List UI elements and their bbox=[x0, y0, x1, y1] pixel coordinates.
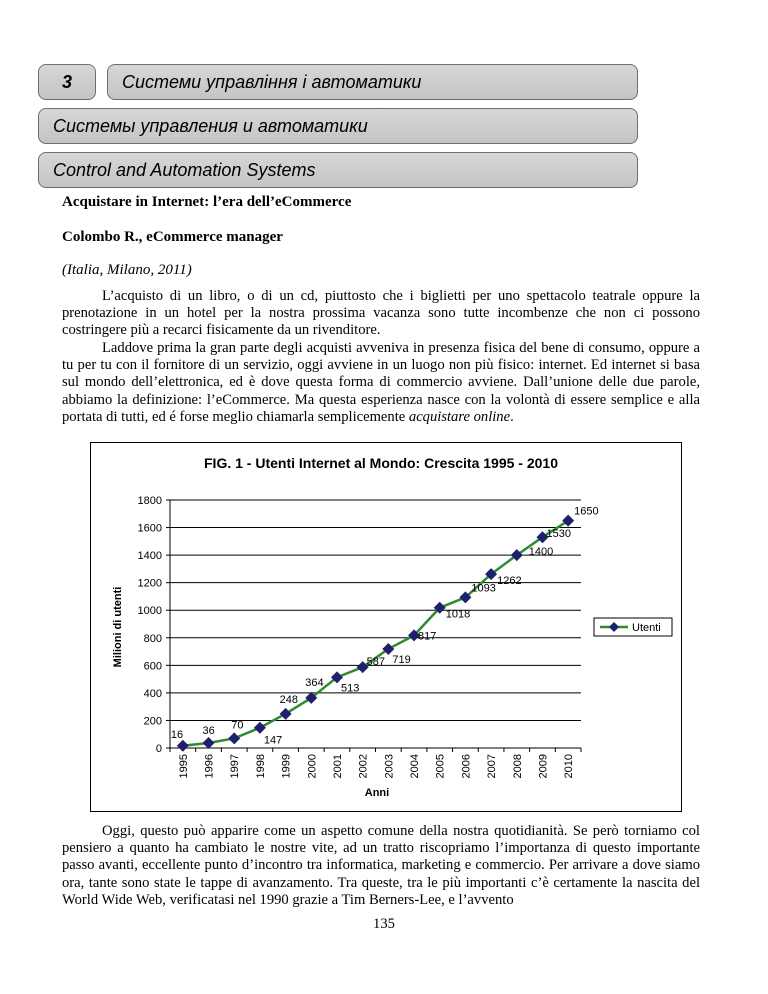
chart-svg bbox=[91, 443, 683, 813]
data-label: 70 bbox=[231, 719, 244, 732]
data-point-marker bbox=[228, 732, 240, 744]
data-label: 36 bbox=[202, 725, 215, 738]
y-tick-label: 800 bbox=[143, 632, 162, 645]
x-tick-label: 1995 bbox=[177, 754, 190, 779]
y-tick-label: 1400 bbox=[137, 550, 162, 563]
data-label: 147 bbox=[263, 734, 283, 747]
x-tick-label: 2001 bbox=[331, 754, 344, 779]
x-tick-label: 2002 bbox=[357, 754, 370, 779]
y-tick-label: 1200 bbox=[137, 577, 162, 590]
paragraph-3-text: Oggi, questo può apparire come un aspetto comune della nostra quotidianità. Se però torniamo col pensiero a quanto ha cambiato le nostre vite, ad un tratto riscopriamo l’importanza di questo importante passo avanti, eccellente punto d’incontro tra informatica, marketing e commercio. Per arrivare a dove siamo ora, tante sono state le tappe di avanzamento. Tra queste, tra le più importanti c’è certamente la nascita del World Wide Web, verificatasi nel 1990 grazie a Tim Berners-Lee, e l’avvento bbox=[62, 823, 700, 908]
x-tick-label: 2003 bbox=[383, 754, 396, 779]
series-line-utenti bbox=[183, 521, 571, 746]
y-tick-label: 1000 bbox=[137, 605, 162, 618]
data-label: 1650 bbox=[574, 505, 599, 518]
article-author: Colombo R., eCommerce manager bbox=[62, 229, 283, 245]
paragraph-2-end: . bbox=[510, 408, 514, 425]
y-tick-label: 1800 bbox=[137, 495, 162, 507]
article-place-date: (Italia, Milano, 2011) bbox=[62, 262, 192, 278]
chart-series bbox=[171, 506, 599, 752]
section-number: 3 bbox=[61, 71, 72, 92]
data-point-marker bbox=[280, 708, 292, 720]
x-tick-label: 2004 bbox=[409, 754, 422, 779]
data-label: 817 bbox=[418, 630, 437, 643]
data-label: 1018 bbox=[445, 608, 471, 621]
paragraph-2-text: Laddove prima la gran parte degli acquisti avveniva in presenza fisica del bene di consumo, oppure a tu per tu con il fornitore di un servizio, oggi avviene in un luogo non più fisico: internet. Ed internet si basa sul mondo dell’elettronica, ed è dove questa forma di commercio avviene. Dall’unione delle due parole, abbiamo la definizione: l’eCommerce. Ma questa esperienza nasce con la volontà di essere semplice e alla portata di tutti, ed é forse meglio chiamarla semplicemente bbox=[62, 340, 700, 425]
paragraph-3 bbox=[62, 823, 700, 909]
chart-title: FIG. 1 - Utenti Internet al Mondo: Crescita 1995 - 2010 bbox=[204, 455, 558, 471]
data-label: 1400 bbox=[528, 546, 554, 559]
y-tick-label: 200 bbox=[143, 715, 162, 728]
paragraph-1 bbox=[62, 288, 700, 340]
article-title: Acquistare in Internet: l’era dell’eCommerce bbox=[62, 194, 352, 210]
section-title-russian-text: Системы управления и автоматики bbox=[53, 115, 368, 136]
data-label: 364 bbox=[305, 676, 324, 689]
x-tick-label: 2008 bbox=[511, 754, 524, 779]
section-title-english-text: Control and Automation Systems bbox=[53, 159, 316, 180]
paragraph-1-text: L’acquisto di un libro, o di un cd, piuttosto che i biglietti per uno spettacolo teatrale oppure la prenotazione in un hotel per la nostra prossima vacanza sono tutte incombenze che non ci possono costringere più a recarci fisicamente da un rivenditore. bbox=[62, 288, 700, 339]
x-tick-label: 1996 bbox=[203, 754, 216, 779]
chart-figure bbox=[90, 442, 682, 812]
data-label: 587 bbox=[366, 656, 386, 669]
data-label: 1093 bbox=[471, 582, 496, 595]
data-point-marker bbox=[254, 722, 266, 734]
paragraph-2 bbox=[62, 340, 700, 426]
paragraph-2-italic: acquistare online bbox=[408, 408, 511, 425]
data-point-marker bbox=[562, 515, 574, 527]
x-tick-label: 1999 bbox=[280, 754, 293, 779]
data-label: 719 bbox=[392, 653, 411, 666]
y-tick-label: 1600 bbox=[137, 522, 162, 535]
chart-y-axis-label: Milioni di utenti bbox=[112, 586, 124, 668]
data-label: 1530 bbox=[546, 528, 571, 541]
chart-legend bbox=[594, 618, 672, 636]
page-number: 135 bbox=[373, 916, 395, 932]
y-tick-label: 400 bbox=[143, 687, 162, 700]
x-tick-label: 2009 bbox=[537, 754, 550, 779]
x-tick-label: 1998 bbox=[254, 754, 267, 779]
x-tick-label: 2000 bbox=[306, 754, 319, 779]
chart-grid bbox=[170, 500, 581, 720]
x-tick-label: 2007 bbox=[486, 754, 499, 779]
data-label: 1262 bbox=[497, 575, 522, 588]
data-point-marker bbox=[203, 737, 215, 749]
section-title-ukrainian bbox=[107, 64, 638, 100]
y-tick-label: 0 bbox=[155, 743, 162, 755]
section-number-badge bbox=[38, 64, 96, 100]
chart-x-axis-label: Anni bbox=[364, 787, 390, 799]
x-tick-label: 2005 bbox=[434, 754, 447, 779]
data-point-marker bbox=[177, 740, 189, 752]
x-tick-label: 1997 bbox=[229, 754, 242, 779]
data-label: 248 bbox=[279, 693, 298, 706]
section-title-ukrainian-text: Системи управління і автоматики bbox=[122, 71, 422, 92]
data-label: 513 bbox=[340, 682, 360, 695]
legend-label: Utenti bbox=[632, 622, 661, 634]
x-tick-label: 2010 bbox=[563, 754, 576, 779]
x-tick-label: 2006 bbox=[460, 754, 473, 779]
data-label: 16 bbox=[170, 728, 184, 741]
section-title-english bbox=[38, 152, 638, 188]
y-tick-label: 600 bbox=[143, 660, 162, 673]
section-title-russian bbox=[38, 108, 638, 144]
